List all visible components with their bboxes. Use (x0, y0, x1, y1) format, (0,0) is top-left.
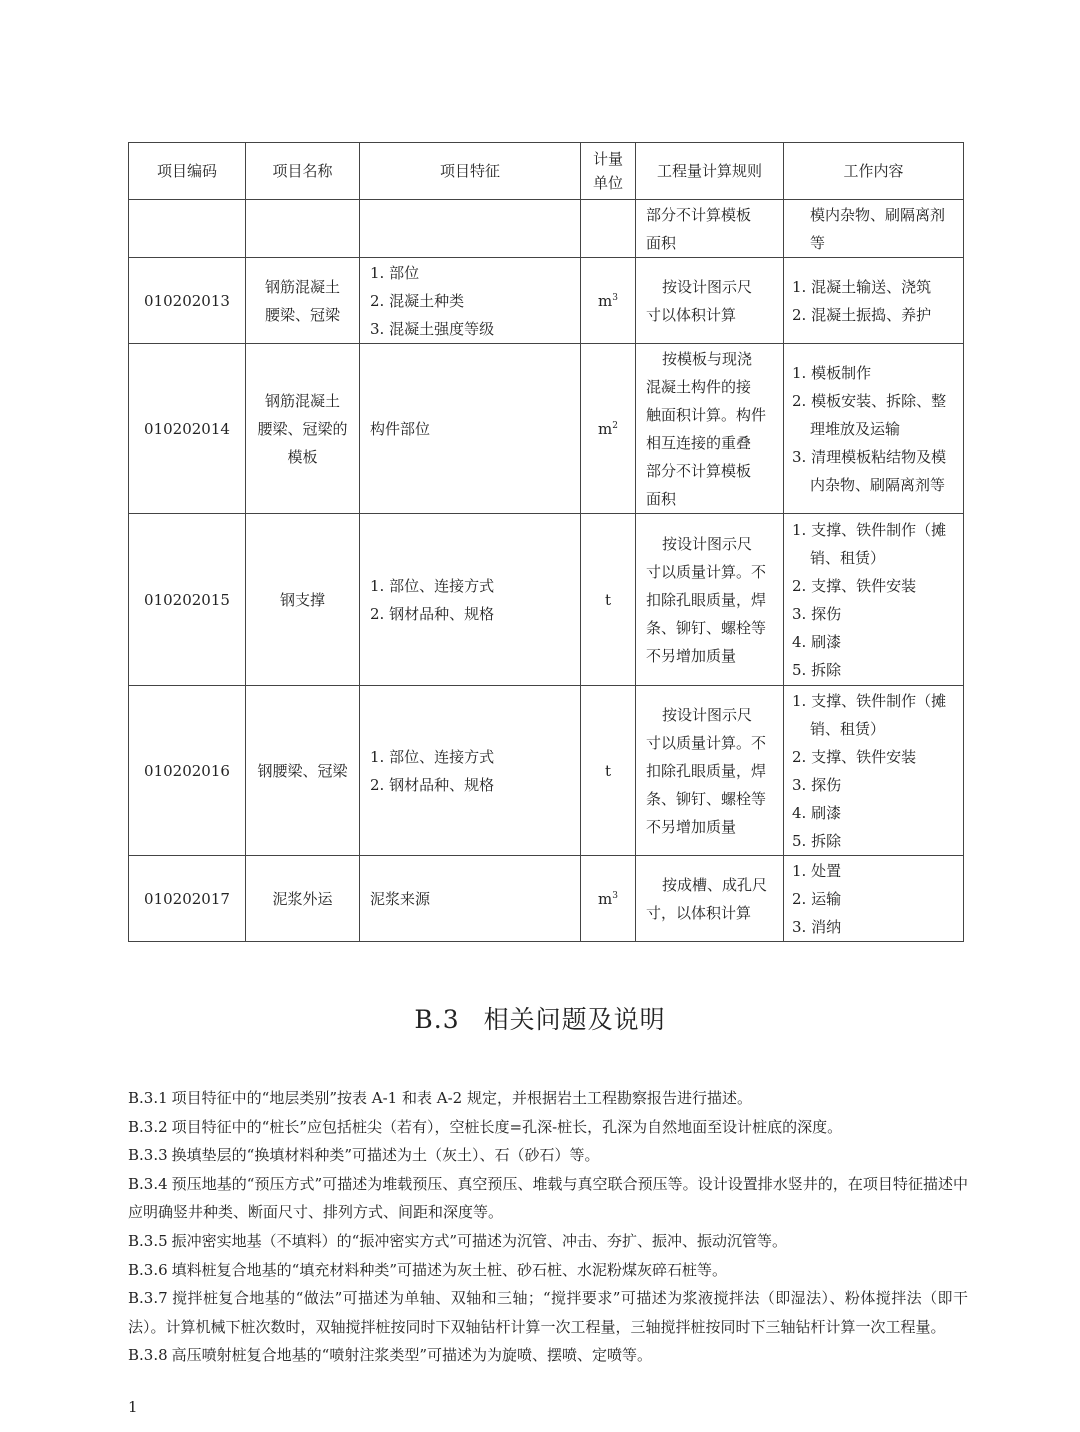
work-line: 2. 混凝土振捣、养护 (792, 305, 932, 324)
unit-base: m (598, 889, 613, 908)
section-number: B.3 (414, 1005, 460, 1034)
cell-rule (636, 856, 784, 942)
feature-line: 泥浆来源 (370, 889, 431, 908)
cell-work (784, 344, 964, 514)
rule-line: 混凝土构件的接 (646, 377, 752, 396)
cell-rule (636, 258, 784, 344)
cell-unit (581, 258, 636, 344)
rule-line: 按设计图示尺 (662, 277, 753, 296)
work-line: 2. 模板安装、拆除、整理堆放及运输 (792, 391, 947, 438)
name-line: 钢筋混凝土 (264, 391, 340, 410)
work-line: 2. 支撑、铁件安装 (792, 576, 917, 595)
header-rule: 工程量计算规则 (636, 143, 784, 200)
note-text: 项目特征中的“地层类别”按表 A-1 和表 A-2 规定，并根据岩土工程勘察报告进行描述。 (171, 1089, 752, 1107)
cell-rule (636, 344, 784, 514)
cell-feature (360, 258, 581, 344)
page-number: 1 (128, 1398, 138, 1416)
feature-line: 2. 钢材品种、规格 (370, 604, 495, 623)
header-unit-line: 单位 (592, 174, 623, 192)
work-line: 5. 拆除 (792, 831, 842, 850)
feature-line: 2. 混凝土种类 (370, 291, 465, 310)
note-paragraph (128, 1170, 968, 1227)
header-unit-line: 计量 (592, 150, 623, 168)
work-line: 1. 处置 (792, 861, 842, 880)
cell-feature (360, 200, 581, 258)
rule-line: 扣除孔眼质量，焊 (646, 590, 767, 609)
note-text: 高压喷射桩复合地基的“喷射注浆类型”可描述为为旋喷、摆喷、定喷等。 (171, 1346, 652, 1365)
rule-line: 扣除孔眼质量，焊 (646, 761, 767, 780)
work-line: 等 (810, 233, 826, 252)
note-text: 预压地基的“预压方式”可描述为堆载预压、真空预压、堆载与真空联合预压等。设计设置排水竖井的，在项目特征描述中应明确竖井种类、断面尺寸、排列方式、间距和深度等。 (128, 1174, 968, 1222)
cell-name (246, 258, 360, 344)
table-row-continuation (129, 200, 964, 258)
header-name: 项目名称 (246, 143, 360, 200)
work-line: 4. 刷漆 (792, 632, 842, 651)
cell-code: 010202017 (129, 856, 246, 942)
cell-feature (360, 856, 581, 942)
rule-line: 寸以体积计算 (646, 305, 737, 324)
cell-unit (581, 200, 636, 258)
cell-feature (360, 344, 581, 514)
note-paragraph (128, 1084, 968, 1113)
rule-line: 寸以质量计算。不 (646, 733, 767, 752)
note-paragraph (128, 1227, 968, 1256)
cell-work (784, 856, 964, 942)
unit-base: t (604, 761, 612, 780)
note-number: B.3.4 (128, 1174, 168, 1193)
header-feature: 项目特征 (360, 143, 581, 200)
name-line: 泥浆外运 (272, 889, 333, 908)
cell-unit (581, 856, 636, 942)
rule-line: 寸，以体积计算 (646, 903, 752, 922)
unit-base: m (598, 419, 613, 438)
note-text: 振冲密实地基（不填料）的“振冲密实方式”可描述为沉管、冲击、夯扩、振冲、振动沉管等。 (171, 1231, 787, 1250)
cell-work (784, 258, 964, 344)
rule-line: 面积 (646, 233, 677, 252)
table-row (129, 856, 964, 942)
name-line: 钢筋混凝土 (264, 277, 340, 296)
bill-of-quantities-table (128, 142, 964, 942)
cell-code (129, 200, 246, 258)
cell-code: 010202016 (129, 686, 246, 856)
work-line: 3. 探伤 (792, 604, 842, 623)
feature-line: 3. 混凝土强度等级 (370, 319, 495, 338)
note-text: 搅拌桩复合地基的“做法”可描述为单轴、双轴和三轴；“搅拌要求”可描述为浆液搅拌法（即湿法）、粉体搅拌法（即干法）。计算机械下桩次数时，双轴搅拌桩按同时下双轴钻杆计算一次工程量，三轴搅拌桩按同时下三轴钻杆计算一次工程量。 (128, 1289, 968, 1336)
work-line: 3. 清理模板粘结物及模内杂物、刷隔离剂等 (792, 447, 947, 494)
cell-code: 010202015 (129, 514, 246, 686)
cell-rule (636, 200, 784, 258)
note-paragraph (128, 1341, 968, 1370)
rule-line: 条、铆钉、螺栓等 (646, 618, 767, 637)
rule-line: 触面积计算。构件 (646, 405, 767, 424)
rule-line: 条、铆钉、螺栓等 (646, 789, 767, 808)
cell-unit (581, 686, 636, 856)
rule-line: 面积 (646, 489, 677, 508)
note-text: 填料桩复合地基的“填充材料种类”可描述为灰土桩、砂石桩、水泥粉煤灰碎石桩等。 (171, 1260, 727, 1279)
cell-name (246, 344, 360, 514)
work-line: 模内杂物、刷隔离剂 (810, 205, 946, 224)
rule-line: 按模板与现浇 (662, 349, 753, 368)
cell-name (246, 200, 360, 258)
note-number: B.3.1 (128, 1089, 168, 1107)
rule-line: 不另增加质量 (646, 817, 737, 836)
work-line: 1. 混凝土输送、浇筑 (792, 277, 932, 296)
work-line: 2. 运输 (792, 889, 842, 908)
work-line: 3. 消纳 (792, 917, 842, 936)
work-line: 5. 拆除 (792, 660, 842, 679)
feature-line: 1. 部位、连接方式 (370, 747, 495, 766)
rule-line: 按成槽、成孔尺 (662, 875, 768, 894)
table-row (129, 258, 964, 344)
cell-unit (581, 514, 636, 686)
header-code: 项目编码 (129, 143, 246, 200)
cell-rule (636, 686, 784, 856)
header-unit (581, 143, 636, 200)
feature-line: 2. 钢材品种、规格 (370, 775, 495, 794)
table-row (129, 514, 964, 686)
cell-work (784, 686, 964, 856)
rule-line: 部分不计算模板 (646, 205, 752, 224)
note-number: B.3.6 (128, 1260, 168, 1279)
note-number: B.3.2 (128, 1117, 168, 1136)
cell-code: 010202013 (129, 258, 246, 344)
cell-work (784, 514, 964, 686)
name-line: 腰梁、冠梁 (264, 305, 340, 324)
feature-line: 1. 部位 (370, 263, 420, 282)
note-number: B.3.8 (128, 1346, 168, 1365)
notes-list (128, 1084, 968, 1370)
name-line: 钢支撑 (279, 590, 325, 609)
name-line: 腰梁、冠梁的 (257, 419, 348, 438)
cell-name (246, 514, 360, 686)
name-line: 钢腰梁、冠梁 (257, 761, 348, 780)
rule-line: 寸以质量计算。不 (646, 562, 767, 581)
table-row (129, 344, 964, 514)
cell-name (246, 856, 360, 942)
work-line: 2. 支撑、铁件安装 (792, 747, 917, 766)
cell-work (784, 200, 964, 258)
rule-line: 相互连接的重叠 (646, 433, 752, 452)
header-work: 工作内容 (784, 143, 964, 200)
rule-line: 部分不计算模板 (646, 461, 752, 480)
cell-code: 010202014 (129, 344, 246, 514)
section-heading (0, 1000, 1080, 1036)
unit-exponent: 2 (612, 420, 618, 431)
note-text: 换填垫层的“换填材料种类”可描述为土（灰土）、石（砂石）等。 (171, 1146, 600, 1165)
cell-name (246, 686, 360, 856)
note-paragraph (128, 1141, 968, 1170)
feature-line: 1. 部位、连接方式 (370, 576, 495, 595)
name-line: 模板 (287, 447, 318, 466)
note-paragraph (128, 1113, 968, 1142)
work-line: 1. 支撑、铁件制作（摊销、租赁） (792, 691, 947, 738)
unit-exponent: 3 (612, 890, 618, 901)
rule-line: 按设计图示尺 (662, 534, 753, 553)
cell-feature (360, 686, 581, 856)
work-line: 1. 模板制作 (792, 363, 872, 382)
note-paragraph (128, 1284, 968, 1341)
section-title: 相关问题及说明 (483, 1005, 666, 1034)
note-text: 项目特征中的“桩长”应包括桩尖（若有），空桩长度=孔深-桩长，孔深为自然地面至设计桩底的深度。 (171, 1117, 843, 1136)
table-row (129, 686, 964, 856)
note-number: B.3.7 (128, 1289, 168, 1308)
unit-base: m (598, 291, 613, 310)
rule-line: 按设计图示尺 (662, 705, 753, 724)
cell-feature (360, 514, 581, 686)
cell-rule (636, 514, 784, 686)
note-number: B.3.3 (128, 1146, 168, 1165)
work-line: 1. 支撑、铁件制作（摊销、租赁） (792, 520, 947, 567)
unit-exponent: 3 (612, 292, 618, 303)
rule-line: 不另增加质量 (646, 646, 737, 665)
note-paragraph (128, 1256, 968, 1285)
table-body (129, 200, 964, 942)
cell-unit (581, 344, 636, 514)
note-number: B.3.5 (128, 1231, 168, 1250)
work-line: 4. 刷漆 (792, 803, 842, 822)
feature-line: 构件部位 (370, 419, 431, 438)
table-header-row (129, 143, 964, 200)
unit-base: t (604, 590, 612, 609)
work-line: 3. 探伤 (792, 775, 842, 794)
